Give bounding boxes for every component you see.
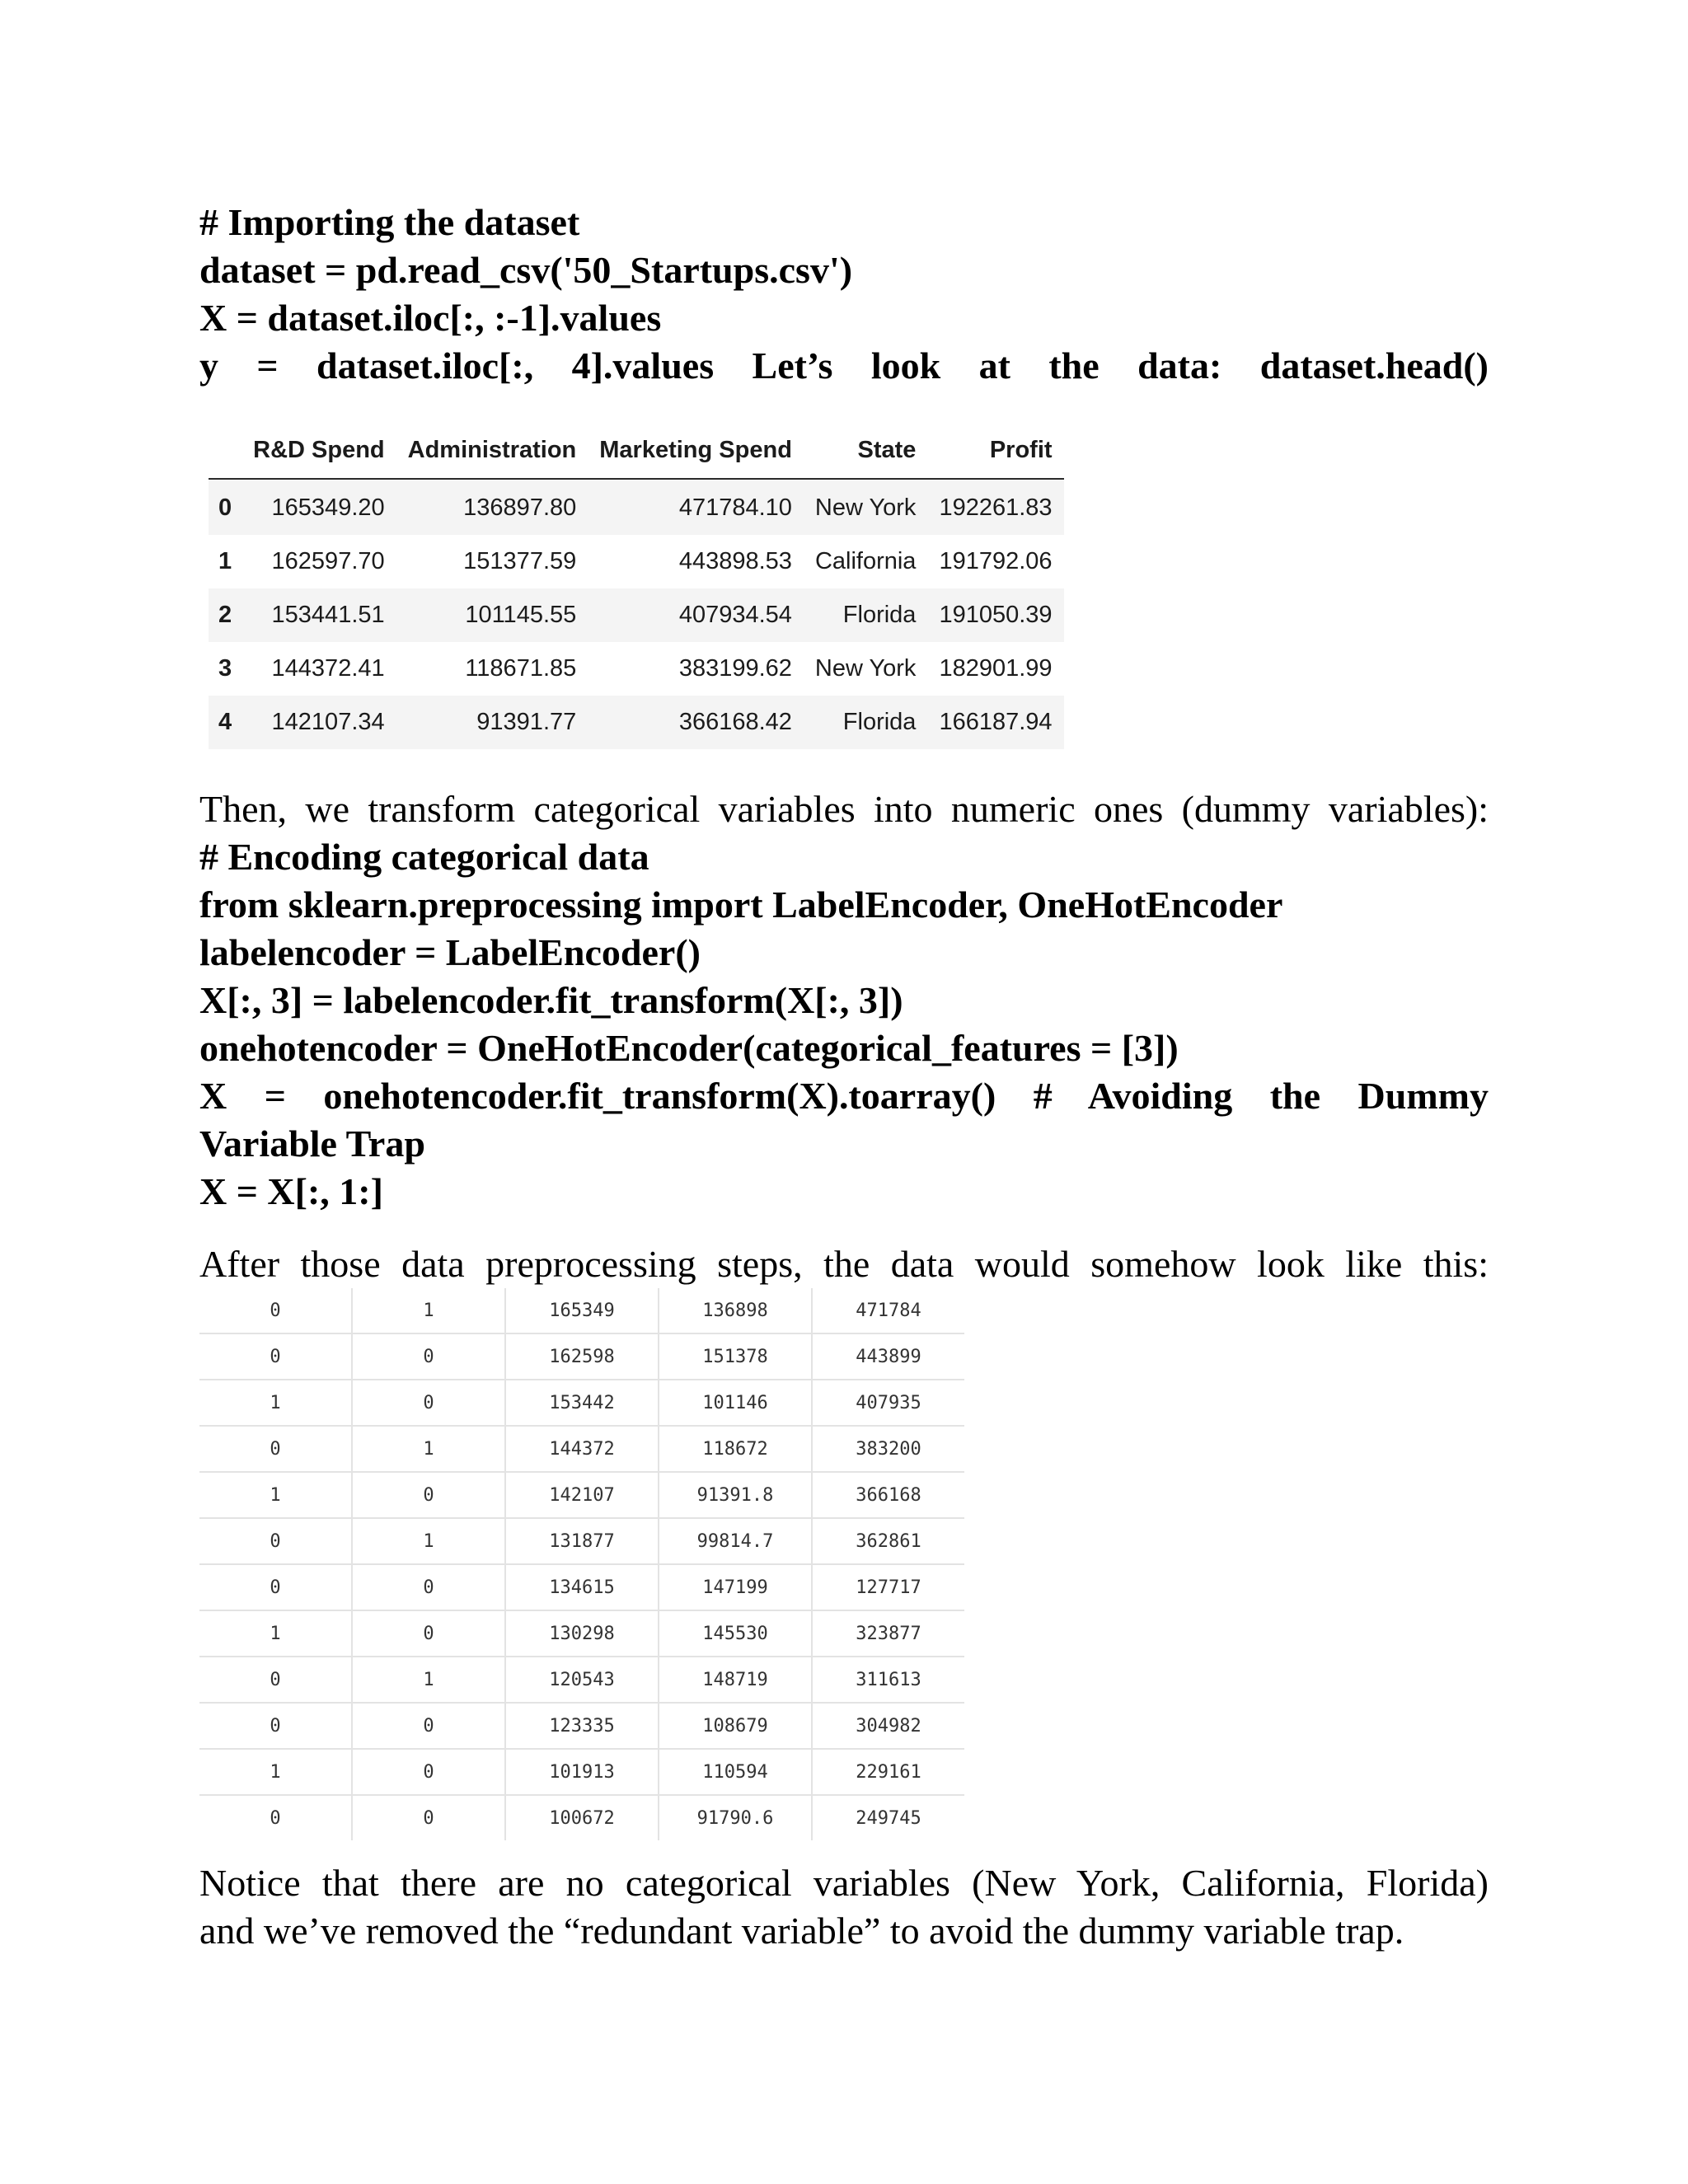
table-cell: 127717 [812, 1564, 964, 1610]
table-cell: 0 [199, 1288, 352, 1333]
table-cell: 0 [199, 1564, 352, 1610]
table-cell: Florida [842, 709, 917, 735]
body-paragraph: Then, we transform categorical variables into numeric ones (dummy variables): [199, 788, 1489, 830]
table-cell: 0 [199, 1795, 352, 1840]
code-line: X[:, 3] = labelencoder.fit_transform(X[:, 3]) [199, 979, 903, 1021]
table-cell: 134615 [505, 1564, 659, 1610]
table-row [209, 479, 1064, 535]
table-cell: Florida [842, 602, 917, 628]
table-cell: 443899 [812, 1333, 964, 1380]
table-cell: 407934.54 [678, 602, 792, 628]
table-cell: 142107 [505, 1472, 659, 1518]
table-cell: 118672 [659, 1426, 812, 1472]
table-cell: 191050.39 [939, 602, 1053, 628]
table-cell: 101145.55 [465, 602, 577, 628]
row-index: 2 [218, 602, 232, 628]
table-row [199, 1610, 964, 1657]
table-cell: 136898 [659, 1288, 812, 1333]
table-row [199, 1518, 964, 1564]
row-index: 4 [218, 709, 232, 735]
table-cell: 311613 [812, 1657, 964, 1703]
table-row [209, 535, 1064, 588]
table-cell: 366168 [812, 1472, 964, 1518]
dataset-head-table [209, 422, 1064, 749]
table-row [199, 1333, 964, 1380]
table-cell: 130298 [505, 1610, 659, 1657]
table-cell: 118671.85 [465, 655, 577, 682]
table-cell: 471784.10 [678, 494, 792, 521]
table-row [199, 1749, 964, 1795]
table-cell: 471784 [812, 1288, 964, 1333]
body-paragraph: and we’ve removed the “redundant variable” to avoid the dummy variable trap. [199, 1910, 1404, 1952]
table-cell: 443898.53 [678, 548, 792, 574]
table-cell: 192261.83 [939, 494, 1053, 521]
table-cell: 136897.80 [463, 494, 577, 521]
table-cell: 1 [352, 1518, 505, 1564]
code-line: X = dataset.iloc[:, :-1].values [199, 297, 662, 339]
code-line: onehotencoder = OneHotEncoder(categorical_features = [3]) [199, 1027, 1179, 1069]
table-cell: 0 [352, 1610, 505, 1657]
table-cell: 91790.6 [659, 1795, 812, 1840]
table-cell: 165349.20 [271, 494, 385, 521]
table-row [199, 1795, 964, 1840]
column-header [209, 422, 241, 479]
table-row [199, 1288, 964, 1333]
table-cell: 151378 [659, 1333, 812, 1380]
table-cell: 1 [352, 1657, 505, 1703]
table-cell: 162597.70 [271, 548, 385, 574]
code-line: X = X[:, 1:] [199, 1170, 383, 1212]
column-header: R&D Spend [241, 422, 396, 479]
table-cell: 165349 [505, 1288, 659, 1333]
table-cell: 0 [199, 1657, 352, 1703]
table-cell: 191792.06 [939, 548, 1053, 574]
table-cell: 383199.62 [678, 655, 792, 682]
table-cell: 0 [352, 1333, 505, 1380]
column-header: Profit [927, 422, 1063, 479]
table-cell: New York [814, 494, 917, 521]
code-line: Variable Trap [199, 1122, 425, 1165]
table-cell: 153441.51 [271, 602, 385, 628]
table-row [199, 1380, 964, 1426]
table-cell: 0 [352, 1472, 505, 1518]
table-cell: 123335 [505, 1703, 659, 1749]
table-cell: 120543 [505, 1657, 659, 1703]
table-cell: 249745 [856, 1807, 921, 1829]
table-cell: 0 [352, 1703, 505, 1749]
row-index: 0 [218, 494, 232, 521]
encoding-section [199, 785, 1489, 1216]
table-cell: 100672 [505, 1795, 659, 1840]
table-cell: 1 [352, 1426, 505, 1472]
table-cell: 145530 [659, 1610, 812, 1657]
table-cell: New York [814, 655, 917, 682]
table-cell: 131877 [505, 1518, 659, 1564]
table-cell: 99814.7 [659, 1518, 812, 1564]
table-cell: 148719 [659, 1657, 812, 1703]
table-row [209, 696, 1064, 749]
table-cell: 144372 [505, 1426, 659, 1472]
table-cell: 407935 [812, 1380, 964, 1426]
encoded-data-table [199, 1288, 964, 1840]
table-cell: California [814, 548, 917, 574]
table-row [199, 1426, 964, 1472]
after-section [199, 1240, 1489, 1288]
table-cell: 366168.42 [678, 709, 792, 735]
table-row [209, 642, 1064, 696]
table-cell: 1 [199, 1380, 352, 1426]
body-paragraph: After those data preprocessing steps, the data would somehow look like this: [199, 1243, 1489, 1285]
table-header-row [209, 422, 1064, 479]
table-cell: 0 [352, 1380, 505, 1426]
table-row [199, 1564, 964, 1610]
row-index: 3 [218, 655, 232, 682]
table-cell: 0 [199, 1703, 352, 1749]
table-cell: 323877 [812, 1610, 964, 1657]
table-cell: 0 [199, 1518, 352, 1564]
table-cell: 91391.8 [659, 1472, 812, 1518]
row-index: 1 [218, 548, 232, 574]
table-cell: 166187.94 [939, 709, 1053, 735]
table-cell: 153442 [505, 1380, 659, 1426]
notice-section [199, 1859, 1489, 1955]
table-cell: 144372.41 [271, 655, 385, 682]
table-cell: 0 [199, 1426, 352, 1472]
code-line: from sklearn.preprocessing import LabelEncoder, OneHotEncoder [199, 883, 1283, 926]
table-cell: 1 [199, 1472, 352, 1518]
table-cell: 91391.77 [476, 709, 577, 735]
body-paragraph: Notice that there are no categorical variables (New York, California, Florida) [199, 1862, 1489, 1904]
table-row [199, 1703, 964, 1749]
table-cell: 229161 [812, 1749, 964, 1795]
table-cell: 304982 [812, 1703, 964, 1749]
table-cell: 383200 [812, 1426, 964, 1472]
table-cell: 101913 [505, 1749, 659, 1795]
table-cell: 110594 [659, 1749, 812, 1795]
table-cell: 147199 [659, 1564, 812, 1610]
column-header: Administration [396, 422, 588, 479]
table-cell: 182901.99 [939, 655, 1053, 682]
table-cell: 0 [352, 1795, 505, 1840]
table-cell: 1 [199, 1749, 352, 1795]
table-cell: 0 [352, 1564, 505, 1610]
column-header: Marketing Spend [588, 422, 804, 479]
table-row [199, 1657, 964, 1703]
table-cell: 108679 [659, 1703, 812, 1749]
table-cell: 151377.59 [463, 548, 577, 574]
table-cell: 0 [199, 1333, 352, 1380]
table-cell: 362861 [812, 1518, 964, 1564]
code-line: X = onehotencoder.fit_transform(X).toarray() # Avoiding the Dummy [199, 1075, 1489, 1117]
code-line: dataset = pd.read_csv('50_Startups.csv') [199, 249, 853, 291]
code-line: # Importing the dataset [199, 201, 580, 243]
table-cell: 1 [352, 1288, 505, 1333]
table-cell: 101146 [659, 1380, 812, 1426]
table-cell: 142107.34 [271, 709, 385, 735]
table-row [199, 1472, 964, 1518]
code-line: labelencoder = LabelEncoder() [199, 931, 701, 973]
table-cell: 1 [199, 1610, 352, 1657]
table-cell: 162598 [505, 1333, 659, 1380]
code-line: # Encoding categorical data [199, 836, 649, 878]
column-header: State [804, 422, 928, 479]
table-row [209, 588, 1064, 642]
intro-code-block [199, 199, 1489, 390]
code-line: y = dataset.iloc[:, 4].values Let’s look at the data: dataset.head() [199, 344, 1489, 387]
table-cell: 0 [352, 1749, 505, 1795]
